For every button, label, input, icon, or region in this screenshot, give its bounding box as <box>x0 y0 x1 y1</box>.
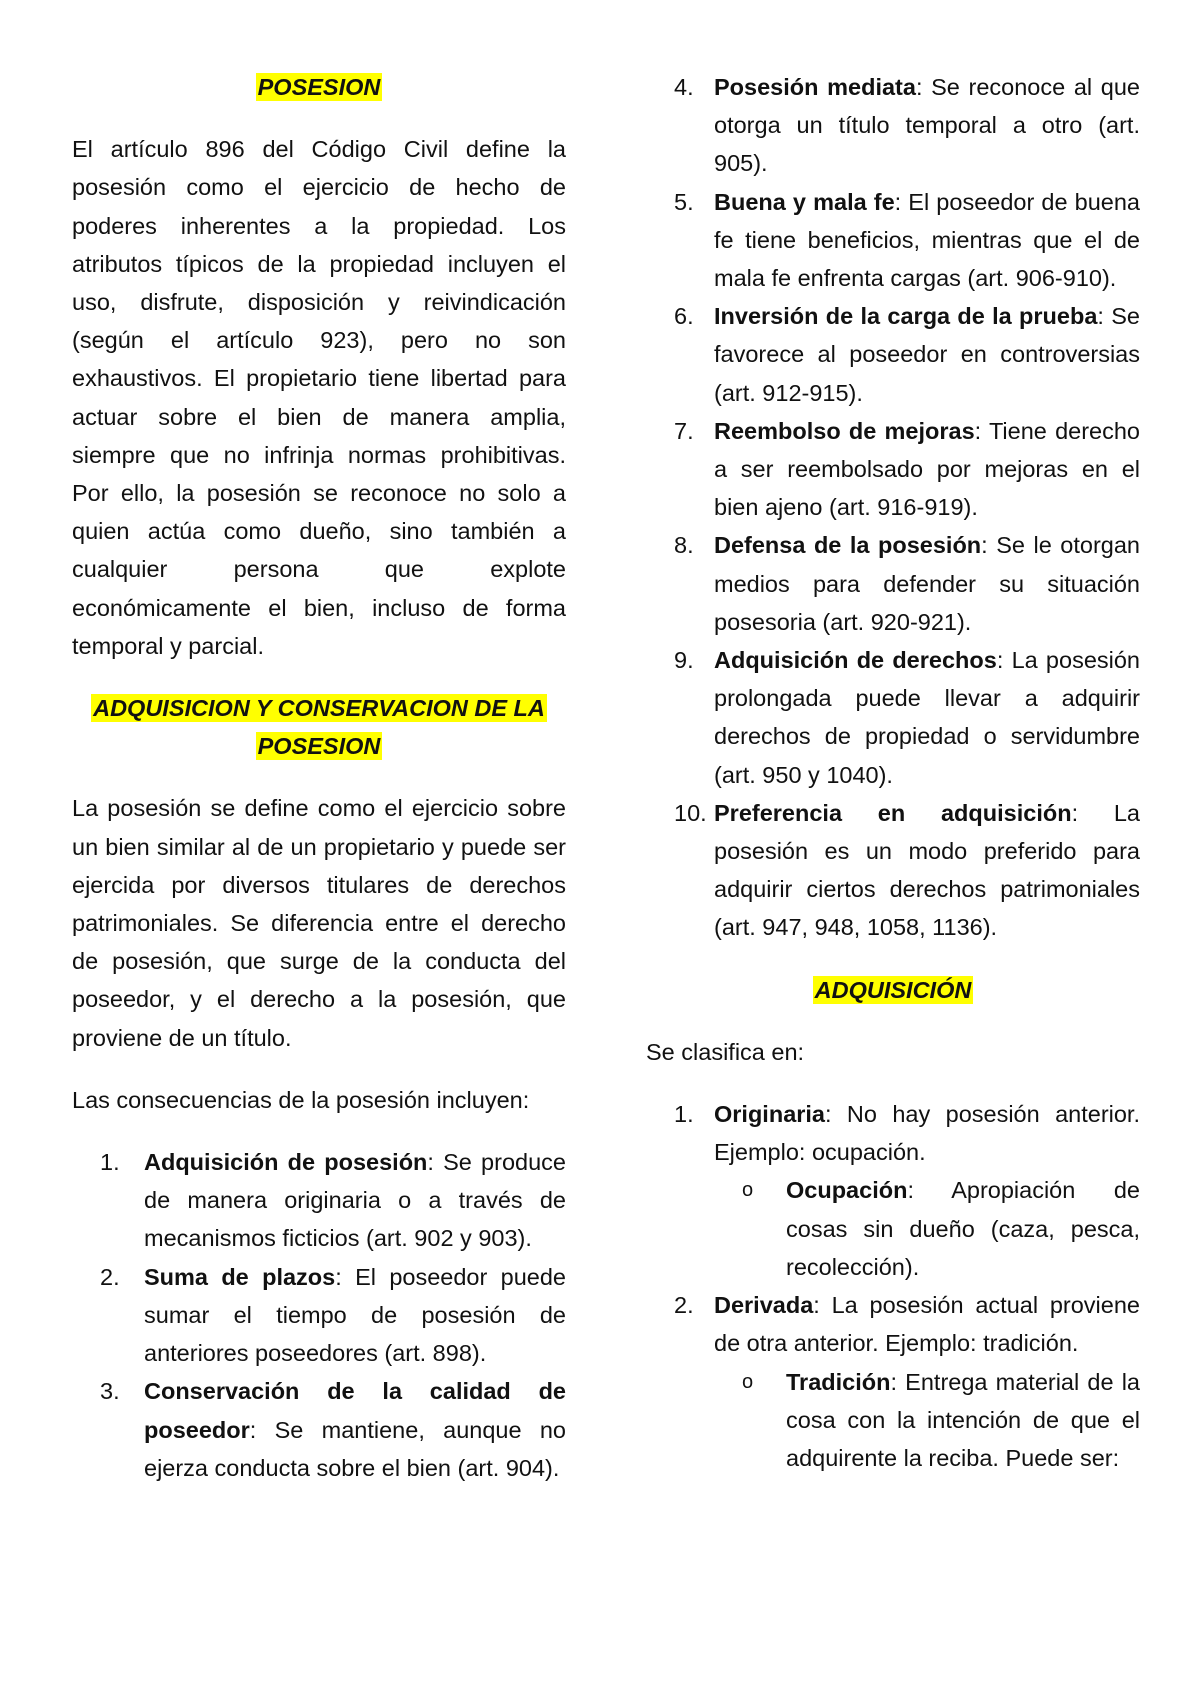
classification-intro: Se clasifica en: <box>646 1038 805 1065</box>
item-term: Adquisición de posesión <box>144 1149 428 1176</box>
item-term: Preferencia en adquisición <box>714 799 1072 826</box>
list-item: 2. Suma de plazos: El poseedor puede sumar el tiempo de posesión de anteriores poseedores (art. 898). <box>100 1263 566 1367</box>
sub-list-item: o Ocupación: Apropiación de cosas sin dueño (caza, pesca, recolección). <box>646 1171 1140 1286</box>
right-column <box>646 68 1140 1477</box>
list-item: 2. Derivada: La posesión actual proviene de otra anterior. Ejemplo: tradición. <box>674 1292 1140 1357</box>
item-term: Conservación de la calidad de poseedor <box>144 1378 566 1443</box>
item-term: Ocupación <box>786 1177 908 1204</box>
item-term: Tradición <box>786 1368 891 1395</box>
left-column <box>72 68 566 1487</box>
list-item: 3. Conservación de la calidad de poseedor: Se mantiene, aunque no ejerza conducta sobre el bien (art. 904). <box>100 1378 566 1481</box>
list-item: 8. Defensa de la posesión: Se le otorgan medios para defender su situación posesoria (art. 920-921). <box>674 532 1140 635</box>
section-title-adquisicion: ADQUISICIÓN <box>814 976 972 1003</box>
bullet-icon: o <box>742 1370 754 1393</box>
item-term: Originaria <box>714 1101 826 1128</box>
consequences-list-continued <box>646 68 1140 947</box>
list-item: 5. Buena y mala fe: El poseedor de buena fe tiene beneficios, mientras que el de mala fe enfrenta cargas (art. 906-910). <box>674 188 1140 292</box>
item-term: Derivada <box>714 1292 814 1319</box>
section-title-adquisicion-conservacion: ADQUISICION Y CONSERVACION DE LA POSESION <box>93 695 545 760</box>
item-term: Adquisición de derechos <box>714 647 997 674</box>
list-item: 6. Inversión de la carga de la prueba: Se favorece al poseedor en controversias (art. 912-915). <box>674 303 1140 406</box>
intro-paragraph: El artículo 896 del Código Civil define la posesión como el ejercicio de hecho de poderes inherentes a la propiedad. Los atributos típicos de la propiedad incluyen el uso, disfrute, disposición y reivindicación (según el artículo 923), pero no son exhaustivos. El propietario tiene libertad para actuar sobre el bien de manera amplia, siempre que no infrinja normas prohibitivas. Por ello, la posesión se reconoce no solo a quien actúa como dueño, sino también a cualquier persona que explote económicamente el bien, incluso de forma temporal y parcial. <box>72 136 566 659</box>
consequences-list <box>72 1143 566 1487</box>
item-term: Suma de plazos <box>144 1263 336 1290</box>
bullet-icon: o <box>742 1179 754 1202</box>
item-term: Posesión mediata <box>714 74 916 100</box>
consequences-intro: Las consecuencias de la posesión incluyen: <box>72 1086 530 1113</box>
list-item: 7. Reembolso de mejoras: Tiene derecho a ser reembolsado por mejoras en el bien ajeno (art. 916-919). <box>674 417 1140 521</box>
classification-list <box>646 1095 1140 1477</box>
item-term: Buena y mala fe <box>714 188 895 215</box>
section-title-posesion: POSESION <box>257 74 381 100</box>
list-item: 10. Preferencia en adquisición: La posesión es un modo preferido para adquirir ciertos derechos patrimoniales (art. 947, 948, 1058, 1136). <box>674 799 1140 941</box>
list-item: 9. Adquisición de derechos: La posesión prolongada puede llevar a adquirir derechos de propiedad o servidumbre (art. 950 y 1040). <box>674 647 1140 788</box>
definition-paragraph: La posesión se define como el ejercicio sobre un bien similar al de un propietario y puede ser ejercida por diversos titulares de derechos patrimoniales. Se diferencia entre el derecho de posesión, que surge de la conducta del poseedor, y el derecho a la posesión, que proviene de un título. <box>72 795 566 1051</box>
item-term: Defensa de la posesión <box>714 532 982 559</box>
item-term: Inversión de la carga de la prueba <box>714 303 1098 330</box>
list-item: 4. Posesión mediata: Se reconoce al que otorga un título temporal a otro (art. 905). <box>674 74 1141 177</box>
list-item: 1. Originaria: No hay posesión anterior. Ejemplo: ocupación. <box>674 1101 1140 1166</box>
sub-list-item: o Tradición: Entrega material de la cosa con la intención de que el adquirente la reciba. Puede ser: <box>646 1363 1140 1478</box>
item-term: Reembolso de mejoras <box>714 417 975 444</box>
list-item: 1. Adquisición de posesión: Se produce de manera originaria o a través de mecanismos ficticios (art. 902 y 903). <box>100 1149 566 1252</box>
